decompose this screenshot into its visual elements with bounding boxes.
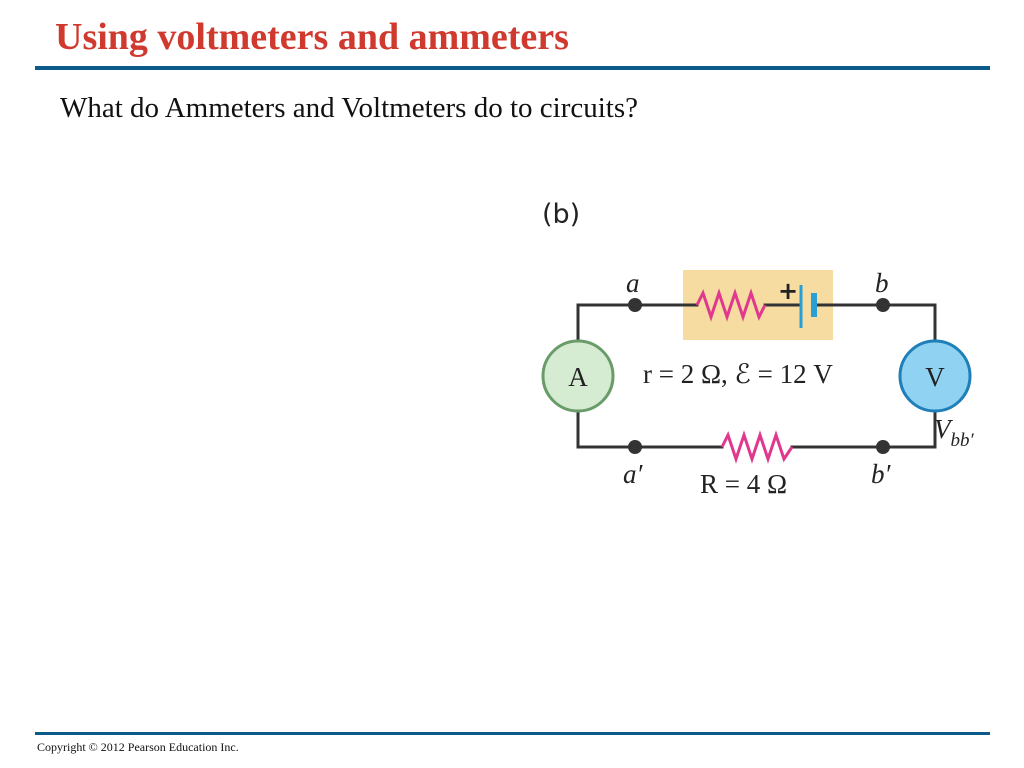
slide-title: Using voltmeters and ammeters [55, 16, 569, 58]
title-divider [35, 66, 990, 70]
node-a-label: a [626, 268, 640, 298]
node-a-prime-label: a′ [623, 459, 643, 489]
load-resistance-label: R = 4 Ω [700, 469, 788, 499]
node-b-prime-label: b′ [871, 459, 891, 489]
voltmeter-reading-label [934, 414, 975, 451]
footer-divider [35, 732, 990, 735]
node-b-dot [876, 298, 890, 312]
slide-question: What do Ammeters and Voltmeters do to circuits? [60, 92, 639, 124]
panel-label: (b) [542, 199, 581, 230]
ammeter-symbol: A [568, 362, 588, 392]
load-resistor [722, 435, 792, 459]
node-b-label: b [875, 268, 889, 298]
voltmeter-reading-subscript: bb′ [950, 430, 974, 451]
circuit-diagram [520, 185, 1000, 515]
voltmeter-symbol: V [925, 362, 945, 392]
battery-plus-label: + [778, 277, 799, 305]
node-b-prime-dot [876, 440, 890, 454]
copyright-footer: Copyright © 2012 Pearson Education Inc. [37, 740, 239, 754]
source-parameters-label: r = 2 Ω, ℰ = 12 V [643, 359, 833, 389]
node-a-prime-dot [628, 440, 642, 454]
voltmeter-reading-main: V [934, 414, 951, 444]
node-a-dot [628, 298, 642, 312]
